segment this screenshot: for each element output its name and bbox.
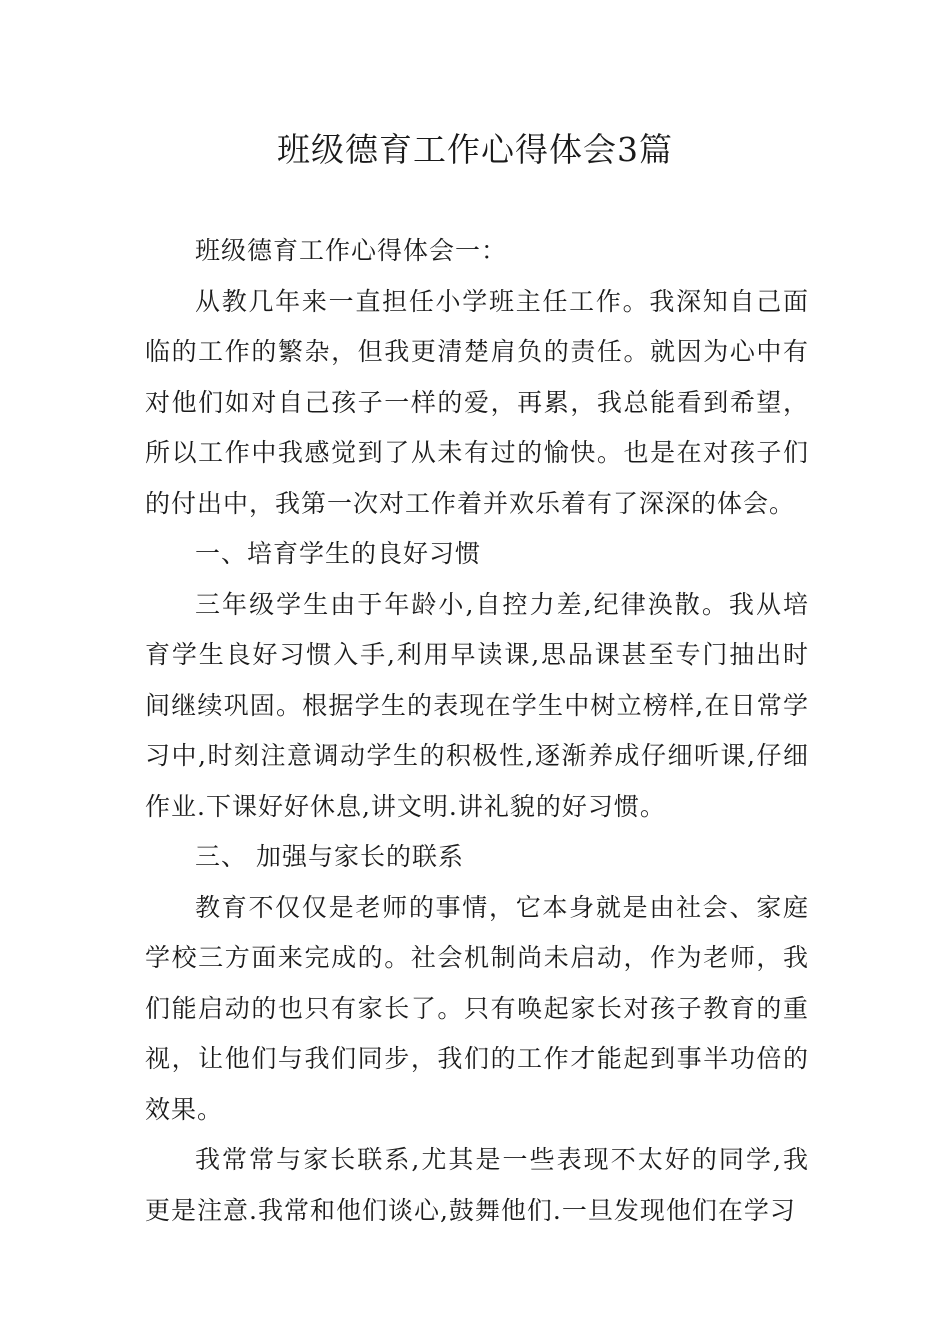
- paragraph-intro: 从教几年来一直担任小学班主任工作。我深知自己面临的工作的繁杂，但我更清楚肩负的责任。就因为心中有对他们如对自己孩子一样的爱，再累，我总能看到希望，所以工作中我感觉到了从未有过的愉快。也是在对孩子们的付出中，我第一次对工作着并欢乐着有了深深的体会。: [145, 286, 809, 518]
- paragraph-habits: 三年级学生由于年龄小,自控力差,纪律涣散。我从培育学生良好习惯入手,利用早读课,思品课甚至专门抽出时间继续巩固。根据学生的表现在学生中树立榜样,在日常学习中,时刻注意调动学生的积极性,逐渐养成仔细听课,仔细作业.下课好好休息,讲文明.讲礼貌的好习惯。: [145, 589, 809, 821]
- section-heading-habits: 一、培育学生的良好习惯: [195, 539, 482, 568]
- document-body: [145, 226, 809, 1236]
- document-title: 班级德育工作心得体会3篇: [277, 130, 673, 169]
- section-heading-part-one: 班级德育工作心得体会一：: [195, 236, 508, 265]
- paragraph-parents: 教育不仅仅是老师的事情，它本身就是由社会、家庭学校三方面来完成的。社会机制尚未启动，作为老师，我们能启动的也只有家长了。只有唤起家长对孩子教育的重视，让他们与我们同步，我们的工作才能起到事半功倍的效果。: [145, 892, 809, 1124]
- section-heading-parents: 三、 加强与家长的联系: [195, 842, 464, 871]
- paragraph-contact: 我常常与家长联系,尤其是一些表现不太好的同学,我更是注意.我常和他们谈心,鼓舞他们.一旦发现他们在学习: [145, 1145, 809, 1225]
